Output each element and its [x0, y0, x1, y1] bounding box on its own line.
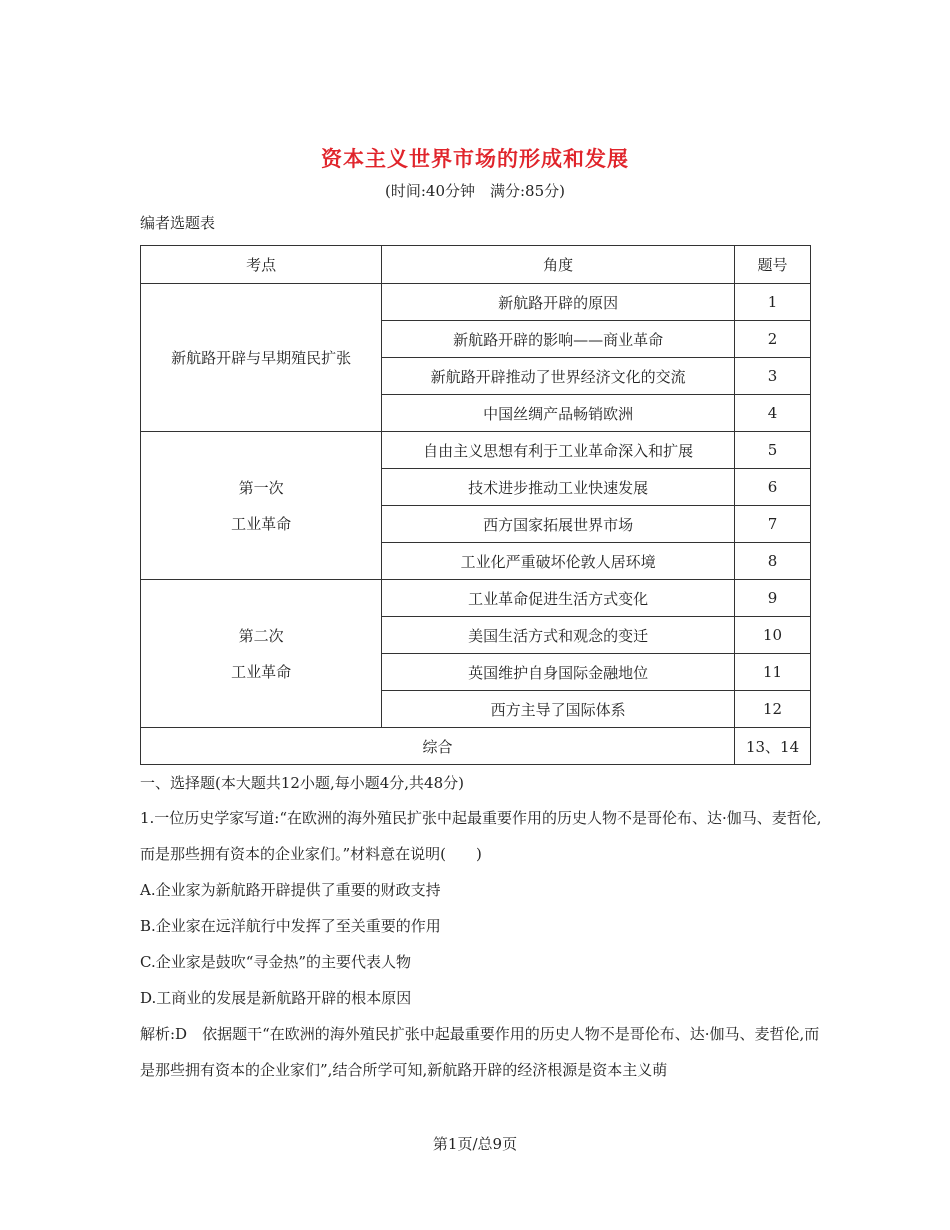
topic-label: 工业革命: [231, 662, 292, 681]
angle-cell: 英国维护自身国际金融地位: [382, 654, 735, 691]
table-row: [141, 580, 811, 617]
table-body: [141, 284, 811, 765]
topic-cell: [141, 284, 382, 432]
question-number-cell: 10: [735, 617, 811, 654]
angle-cell: 中国丝绸产品畅销欧洲: [382, 395, 735, 432]
angle-cell: 工业革命促进生活方式变化: [382, 580, 735, 617]
topic-cell: [141, 432, 382, 580]
angle-cell: 西方主导了国际体系: [382, 691, 735, 728]
section-heading: 一、选择题(本大题共12小题,每小题4分,共48分): [140, 774, 464, 792]
angle-cell: 工业化严重破坏伦敦人居环境: [382, 543, 735, 580]
header-angle: 角度: [382, 246, 735, 284]
question-number-cell: 9: [735, 580, 811, 617]
question-number-cell: 5: [735, 432, 811, 469]
page-footer: 第1页/总9页: [432, 1135, 518, 1153]
topic-label: 第一次: [238, 478, 284, 497]
topic-cell: [141, 580, 382, 728]
summary-number: 13、14: [735, 728, 811, 765]
question-number-cell: 6: [735, 469, 811, 506]
table-row: [141, 432, 811, 469]
angle-cell: 新航路开辟的原因: [382, 284, 735, 321]
summary-row: [141, 728, 811, 765]
question-number-cell: 12: [735, 691, 811, 728]
question-number-cell: 3: [735, 358, 811, 395]
option-d: D.工商业的发展是新航路开辟的根本原因: [140, 989, 412, 1007]
topic-label: 新航路开辟与早期殖民扩张: [171, 348, 352, 367]
angle-cell: 西方国家拓展世界市场: [382, 506, 735, 543]
question-number-cell: 8: [735, 543, 811, 580]
table-header-row: [141, 246, 811, 284]
option-b: B.企业家在远洋航行中发挥了至关重要的作用: [140, 917, 441, 935]
topic-label: 第二次: [238, 626, 284, 645]
table-caption: 编者选题表: [140, 214, 216, 232]
summary-label: 综合: [141, 728, 735, 765]
question-stem: 1.一位历史学家写道:“在欧洲的海外殖民扩张中起最重要作用的历史人物不是哥伦布、达·伽马、麦哲伦,而是那些拥有资本的企业家们。”材料意在说明( ): [140, 809, 822, 863]
angle-cell: 技术进步推动工业快速发展: [382, 469, 735, 506]
angle-cell: 美国生活方式和观念的变迁: [382, 617, 735, 654]
header-topic: 考点: [141, 246, 382, 284]
question-number-cell: 7: [735, 506, 811, 543]
answer-analysis: 解析:D 依据题干“在欧洲的海外殖民扩张中起最重要作用的历史人物不是哥伦布、达·伽马、麦哲伦,而是那些拥有资本的企业家们”,结合所学可知,新航路开辟的经济根源是资本主义萌: [140, 1025, 820, 1079]
header-number: 题号: [735, 246, 811, 284]
exam-info: (时间:40分钟 满分:85分): [385, 182, 565, 200]
angle-cell: 新航路开辟推动了世界经济文化的交流: [382, 358, 735, 395]
question-number-cell: 4: [735, 395, 811, 432]
topic-label: 工业革命: [231, 514, 292, 533]
option-a: A.企业家为新航路开辟提供了重要的财政支持: [140, 881, 441, 899]
question-number-cell: 2: [735, 321, 811, 358]
page-title: 资本主义世界市场的形成和发展: [321, 147, 629, 171]
question-number-cell: 11: [735, 654, 811, 691]
angle-cell: 自由主义思想有利于工业革命深入和扩展: [382, 432, 735, 469]
table-row: [141, 284, 811, 321]
question-number-cell: 1: [735, 284, 811, 321]
option-c: C.企业家是鼓吹“寻金热”的主要代表人物: [140, 953, 412, 971]
angle-cell: 新航路开辟的影响——商业革命: [382, 321, 735, 358]
selection-table: [140, 245, 811, 765]
